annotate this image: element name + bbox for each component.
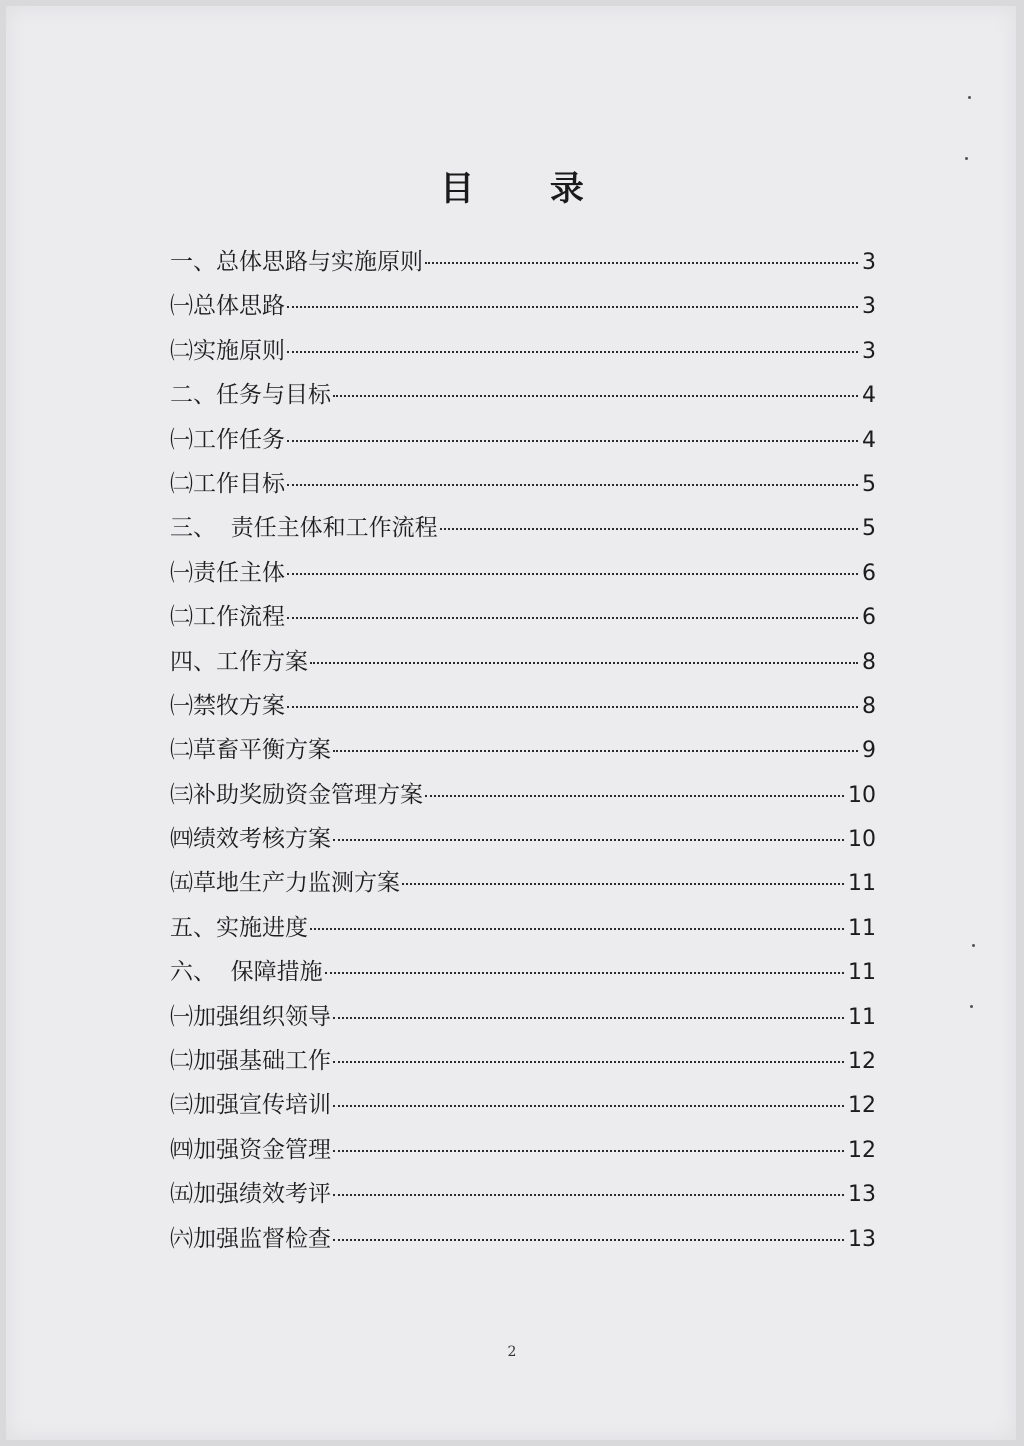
dot-leader bbox=[333, 838, 844, 841]
toc-heading: 目 录 bbox=[440, 168, 616, 209]
toc-entry-title: 六、 保障措施 bbox=[170, 959, 323, 986]
dot-leader bbox=[287, 439, 858, 442]
toc-entry[interactable] bbox=[170, 595, 876, 639]
toc-entry[interactable] bbox=[170, 861, 876, 905]
toc-entry-page-number: 12 bbox=[848, 1093, 876, 1119]
toc-entry-title: ㈡工作目标 bbox=[170, 470, 285, 497]
toc-entry-page-number: 5 bbox=[862, 471, 876, 497]
toc-entry[interactable] bbox=[170, 1217, 876, 1261]
toc-entry-title: 二、任务与目标 bbox=[170, 382, 331, 409]
dot-leader bbox=[425, 261, 858, 264]
toc-entry-page-number: 11 bbox=[848, 960, 876, 986]
toc-entry-title: ㈣加强资金管理 bbox=[170, 1136, 331, 1163]
toc-entry[interactable] bbox=[170, 284, 876, 328]
toc-entry-page-number: 3 bbox=[862, 250, 876, 275]
dot-leader bbox=[333, 1238, 844, 1241]
toc-entry-page-number: 6 bbox=[862, 560, 876, 586]
toc-entry-title: ㈥加强监督检查 bbox=[170, 1225, 331, 1252]
toc-entry-title: 三、 责任主体和工作流程 bbox=[170, 515, 438, 542]
toc-entry-page-number: 3 bbox=[862, 294, 876, 320]
dot-leader bbox=[440, 527, 858, 530]
dot-leader bbox=[310, 927, 844, 930]
toc-entry-title: ㈠责任主体 bbox=[170, 559, 285, 586]
toc-entry-title: 五、实施进度 bbox=[170, 914, 308, 941]
toc-entry-page-number: 8 bbox=[862, 693, 876, 719]
toc-entry-title: ㈤加强绩效考评 bbox=[170, 1181, 331, 1208]
dot-leader bbox=[333, 1060, 844, 1063]
toc-entry-page-number: 9 bbox=[862, 738, 876, 764]
toc-entry[interactable] bbox=[170, 773, 876, 817]
page-number: 2 bbox=[507, 1344, 517, 1360]
dot-leader bbox=[287, 350, 858, 353]
toc-entry-title: 四、工作方案 bbox=[170, 648, 308, 675]
toc-entry-page-number: 12 bbox=[848, 1049, 876, 1075]
dot-leader bbox=[425, 794, 844, 797]
toc-entry-title: ㈤草地生产力监测方案 bbox=[170, 870, 400, 897]
toc-entry-page-number: 3 bbox=[862, 338, 876, 364]
toc-entry-title: ㈣绩效考核方案 bbox=[170, 826, 331, 853]
toc-entry[interactable] bbox=[170, 506, 876, 550]
toc-entry[interactable] bbox=[170, 462, 876, 506]
toc-entry-page-number: 12 bbox=[848, 1137, 876, 1163]
dot-leader bbox=[287, 483, 858, 486]
toc-entry[interactable] bbox=[170, 640, 876, 684]
toc-entry-title: ㈡工作流程 bbox=[170, 604, 285, 631]
toc-entry[interactable] bbox=[170, 329, 876, 373]
toc-entry[interactable] bbox=[170, 728, 876, 772]
toc-entry[interactable] bbox=[170, 240, 876, 284]
dot-leader bbox=[287, 705, 858, 708]
toc-entry-page-number: 11 bbox=[848, 1004, 876, 1030]
dot-leader bbox=[325, 971, 844, 974]
toc-entry-title: ㈠加强组织领导 bbox=[170, 1003, 331, 1030]
dot-leader bbox=[333, 394, 858, 397]
dot-leader bbox=[333, 1193, 844, 1196]
toc-entry-title: ㈢加强宣传培训 bbox=[170, 1092, 331, 1119]
toc-entry-page-number: 8 bbox=[862, 649, 876, 675]
toc-entry-title: ㈡实施原则 bbox=[170, 337, 285, 364]
table-of-contents bbox=[170, 240, 876, 1261]
toc-entry[interactable] bbox=[170, 418, 876, 462]
scan-speck bbox=[965, 157, 968, 160]
dot-leader bbox=[333, 1149, 844, 1152]
toc-entry[interactable] bbox=[170, 995, 876, 1039]
toc-entry[interactable] bbox=[170, 684, 876, 728]
toc-entry-title: ㈡草畜平衡方案 bbox=[170, 737, 331, 764]
toc-entry[interactable] bbox=[170, 950, 876, 994]
toc-entry-page-number: 10 bbox=[848, 827, 876, 853]
toc-entry-page-number: 4 bbox=[862, 427, 876, 453]
toc-entry-page-number: 11 bbox=[848, 871, 876, 897]
toc-entry[interactable] bbox=[170, 817, 876, 861]
toc-entry[interactable] bbox=[170, 1128, 876, 1172]
dot-leader bbox=[333, 749, 858, 752]
toc-entry-title: ㈡加强基础工作 bbox=[170, 1048, 331, 1075]
scan-speck bbox=[972, 944, 975, 947]
toc-entry[interactable] bbox=[170, 1172, 876, 1216]
toc-entry-page-number: 10 bbox=[848, 782, 876, 808]
toc-entry-page-number: 5 bbox=[862, 516, 876, 542]
toc-entry-title: ㈠工作任务 bbox=[170, 426, 285, 453]
toc-entry-title: 一、总体思路与实施原则 bbox=[170, 249, 423, 275]
dot-leader bbox=[287, 572, 858, 575]
dot-leader bbox=[287, 305, 858, 308]
toc-entry-page-number: 13 bbox=[848, 1182, 876, 1208]
toc-entry-title: ㈢补助奖励资金管理方案 bbox=[170, 781, 423, 808]
scan-speck bbox=[968, 96, 971, 99]
toc-entry[interactable] bbox=[170, 1039, 876, 1083]
toc-entry-page-number: 4 bbox=[862, 383, 876, 409]
dot-leader bbox=[333, 1104, 844, 1107]
toc-entry[interactable] bbox=[170, 1083, 876, 1127]
dot-leader bbox=[402, 882, 844, 885]
toc-entry-page-number: 13 bbox=[848, 1226, 876, 1252]
dot-leader bbox=[310, 661, 858, 664]
dot-leader bbox=[287, 616, 858, 619]
toc-entry[interactable] bbox=[170, 373, 876, 417]
toc-entry-title: ㈠总体思路 bbox=[170, 293, 285, 320]
dot-leader bbox=[333, 1016, 844, 1019]
scan-speck bbox=[970, 1005, 973, 1008]
toc-entry-title: ㈠禁牧方案 bbox=[170, 692, 285, 719]
toc-entry-page-number: 6 bbox=[862, 605, 876, 631]
toc-entry-page-number: 11 bbox=[848, 915, 876, 941]
toc-entry[interactable] bbox=[170, 906, 876, 950]
toc-entry[interactable] bbox=[170, 551, 876, 595]
